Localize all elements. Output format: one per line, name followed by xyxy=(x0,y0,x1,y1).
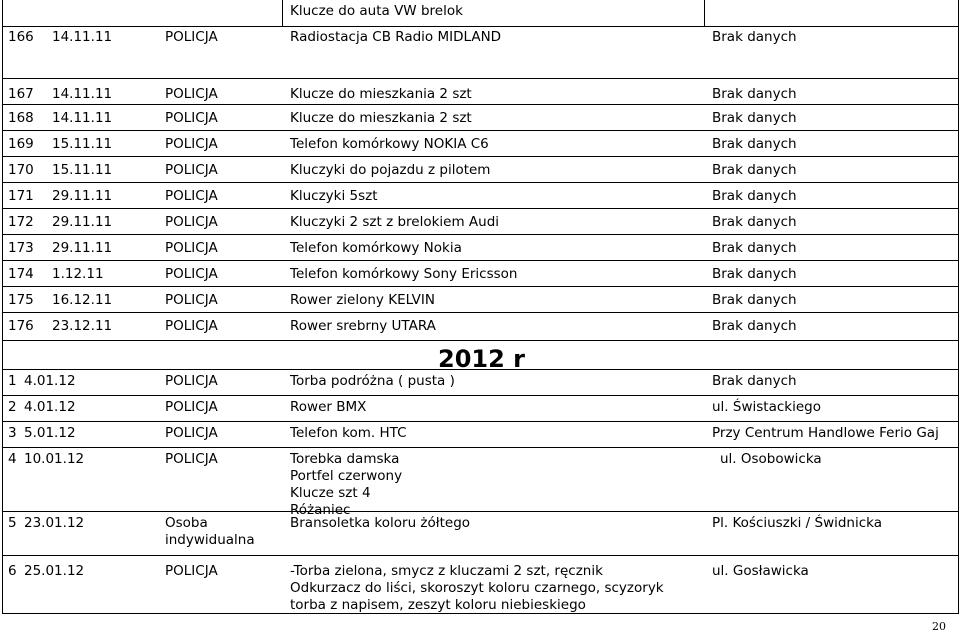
row-rule xyxy=(2,340,959,341)
item-description: Torebka damska Portfel czerwony Klucze szt 4 Różaniec xyxy=(290,451,403,518)
item-description: Torba podróżna ( pusta ) xyxy=(290,373,455,389)
location-note: Brak danych xyxy=(712,162,797,178)
row-rule xyxy=(2,234,959,235)
item-date: 14.11.11 xyxy=(52,29,113,45)
item-date: 29.11.11 xyxy=(52,214,113,230)
row-rule xyxy=(2,26,959,27)
location-note: Brak danych xyxy=(712,373,797,389)
item-date: 4.01.12 xyxy=(24,373,76,389)
finder-name: POLICJA xyxy=(165,86,218,102)
location-note: Brak danych xyxy=(712,86,797,102)
item-description: Klucze do mieszkania 2 szt xyxy=(290,110,472,126)
item-date: 23.12.11 xyxy=(52,318,113,334)
location-note: Pl. Kościuszki / Świdnicka xyxy=(712,515,883,531)
location-note: Przy Centrum Handlowe Ferio Gaj xyxy=(712,425,939,441)
item-number: 2 xyxy=(8,399,17,415)
item-number: 168 xyxy=(8,110,34,126)
column-rule xyxy=(282,0,283,26)
finder-name: POLICJA xyxy=(165,425,218,441)
item-description: Rower zielony KELVIN xyxy=(290,292,435,308)
item-description: Rower srebrny UTARA xyxy=(290,318,436,334)
column-rule xyxy=(704,0,705,26)
year-heading: 2012 r xyxy=(438,345,525,373)
item-number: 1 xyxy=(8,373,17,389)
row-rule xyxy=(2,260,959,261)
finder-name: POLICJA xyxy=(165,373,218,389)
row-rule xyxy=(2,156,959,157)
finder-name: POLICJA xyxy=(165,240,218,256)
location-note: Brak danych xyxy=(712,214,797,230)
row-rule xyxy=(2,447,959,448)
finder-name: Osoba indywidualna xyxy=(165,515,255,548)
item-date: 23.01.12 xyxy=(24,515,85,531)
row-rule xyxy=(2,555,959,556)
item-number: 172 xyxy=(8,214,34,230)
item-date: 14.11.11 xyxy=(52,110,113,126)
location-note: Brak danych xyxy=(712,110,797,126)
location-note: Brak danych xyxy=(712,136,797,152)
row-rule xyxy=(2,78,959,79)
item-number: 169 xyxy=(8,136,34,152)
item-description: Telefon kom. HTC xyxy=(290,425,407,441)
item-number: 175 xyxy=(8,292,34,308)
item-date: 29.11.11 xyxy=(52,188,113,204)
page-number: 20 xyxy=(932,620,946,633)
item-number: 4 xyxy=(8,451,17,467)
item-description: Klucze do mieszkania 2 szt xyxy=(290,86,472,102)
finder-name: POLICJA xyxy=(165,563,218,579)
column-rule xyxy=(2,26,3,613)
item-date: 14.11.11 xyxy=(52,86,113,102)
item-date: 15.11.11 xyxy=(52,136,113,152)
finder-name: POLICJA xyxy=(165,451,218,467)
item-description: Bransoletka koloru żółtego xyxy=(290,515,471,531)
row-rule xyxy=(2,312,959,313)
finder-name: POLICJA xyxy=(165,399,218,415)
column-rule xyxy=(2,0,3,26)
item-description: Telefon komórkowy Nokia xyxy=(290,240,462,256)
location-note: Brak danych xyxy=(712,318,797,334)
item-date: 16.12.11 xyxy=(52,292,113,308)
row-rule xyxy=(2,395,959,396)
item-description: Klucze do auta VW brelok xyxy=(290,3,463,19)
location-note: ul. Świstackiego xyxy=(712,399,821,415)
finder-name: POLICJA xyxy=(165,292,218,308)
row-rule xyxy=(2,104,959,105)
finder-name: POLICJA xyxy=(165,318,218,334)
location-note: Brak danych xyxy=(712,29,797,45)
item-number: 167 xyxy=(8,86,34,102)
item-description: Telefon komórkowy NOKIA C6 xyxy=(290,136,489,152)
item-description: Telefon komórkowy Sony Ericsson xyxy=(290,266,518,282)
row-rule xyxy=(2,511,959,512)
item-description: Rower BMX xyxy=(290,399,367,415)
item-description: Radiostacja CB Radio MIDLAND xyxy=(290,29,502,45)
item-date: 10.01.12 xyxy=(24,451,85,467)
finder-name: POLICJA xyxy=(165,214,218,230)
location-note: Brak danych xyxy=(712,266,797,282)
item-date: 5.01.12 xyxy=(24,425,76,441)
location-note: Brak danych xyxy=(712,240,797,256)
item-description: Kluczyki 5szt xyxy=(290,188,378,204)
item-number: 3 xyxy=(8,425,17,441)
item-number: 170 xyxy=(8,162,34,178)
item-date: 4.01.12 xyxy=(24,399,76,415)
item-number: 176 xyxy=(8,318,34,334)
row-rule xyxy=(2,286,959,287)
item-date: 1.12.11 xyxy=(52,266,104,282)
column-rule xyxy=(958,0,959,26)
row-rule xyxy=(2,421,959,422)
finder-name: POLICJA xyxy=(165,188,218,204)
row-rule xyxy=(2,182,959,183)
item-date: 29.11.11 xyxy=(52,240,113,256)
finder-name: POLICJA xyxy=(165,266,218,282)
row-rule xyxy=(2,130,959,131)
location-note: Brak danych xyxy=(712,292,797,308)
item-date: 25.01.12 xyxy=(24,563,85,579)
item-description: -Torba zielona, smycz z kluczami 2 szt, ręcznik Odkurzacz do liści, skoroszyt koloru czarnego, scyzoryk torba z napisem, zeszyt koloru niebieskiego xyxy=(290,563,664,613)
finder-name: POLICJA xyxy=(165,110,218,126)
column-rule xyxy=(958,26,959,613)
location-note: ul. Gosławicka xyxy=(712,563,809,579)
location-note: ul. Osobowicka xyxy=(720,451,822,467)
location-note: Brak danych xyxy=(712,188,797,204)
item-number: 173 xyxy=(8,240,34,256)
item-number: 174 xyxy=(8,266,34,282)
finder-name: POLICJA xyxy=(165,162,218,178)
item-description: Kluczyki 2 szt z brelokiem Audi xyxy=(290,214,500,230)
finder-name: POLICJA xyxy=(165,136,218,152)
row-rule xyxy=(2,208,959,209)
item-number: 171 xyxy=(8,188,34,204)
item-date: 15.11.11 xyxy=(52,162,113,178)
finder-name: POLICJA xyxy=(165,29,218,45)
item-number: 5 xyxy=(8,515,17,531)
item-number: 166 xyxy=(8,29,34,45)
item-number: 6 xyxy=(8,563,17,579)
item-description: Kluczyki do pojazdu z pilotem xyxy=(290,162,491,178)
